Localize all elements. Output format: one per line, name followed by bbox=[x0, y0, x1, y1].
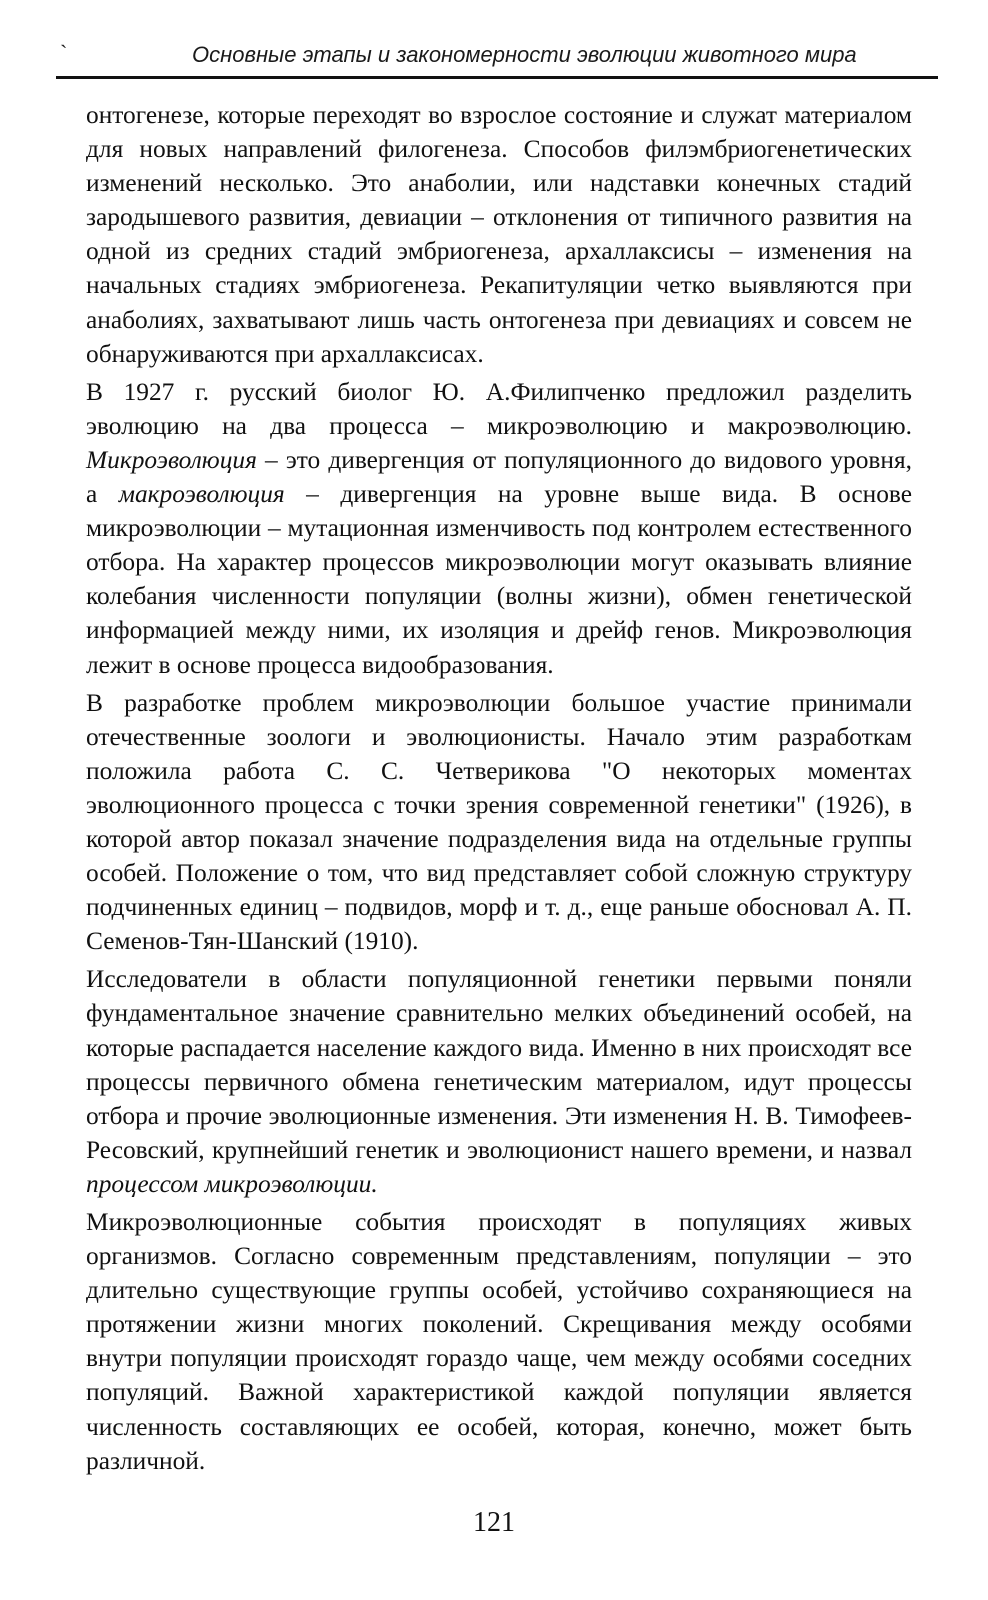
paragraph bbox=[86, 962, 912, 1201]
running-header bbox=[60, 38, 938, 78]
page-number: 121 bbox=[473, 1507, 515, 1538]
header-rule bbox=[56, 76, 938, 79]
text-run: В разработке проблем микроэволюции большое участие принимали отечественные зоологи и эволюционисты. Начало этим разработкам положила работа С. С. Четверикова "О некоторых моментах эволюционного процесса с точки зрения современной генетики" (1926), в которой автор показал значение подразделения вида на отдельные группы особей. Положение о том, что вид представляет собой сложную структуру подчиненных единиц – подвидов, морф и т. д., еще раньше обосновал А. П. Семенов-Тян-Шанский (1910). bbox=[86, 688, 912, 956]
text-run: онтогенезе, которые переходят во взрослое состояние и служат материалом для новых направлений филогенеза. Способов филэмбриогенетических изменений несколько. Это анаболии, или надставки конечных стадий зародышевого развития, девиации – отклонения от типичного развития на одной из средних стадий эмбриогенеза, архаллаксисы – изменения на начальных стадиях эмбриогенеза. Рекапитуляции четко выявляются при анаболиях, захватывают лишь часть онтогенеза при девиациях и совсем не обнаруживаются при архаллаксисах. bbox=[86, 101, 912, 368]
text-run: Микроэволюционные события происходят в популяциях живых организмов. Согласно современным представлениям, популяции – это длительно существующие группы особей, устойчиво сохраняющиеся на протяжении жизни многих поколений. Скрещивания между особями внутри популяции происходят гораздо чаще, чем между особями соседних популяций. Важной характеристикой каждой популяции является численность составляющих ее особей, которая, конечно, может быть различной. bbox=[86, 1208, 912, 1475]
paragraph bbox=[86, 1205, 912, 1478]
running-header-title: Основные этапы и закономерности эволюции животного мира bbox=[192, 42, 857, 67]
text-run: Исследователи в области популяционной генетики первыми поняли фундаментальное значение сравнительно мелких объединений особей, на которые распадается население каждого вида. Именно в них происходят все процессы первичного обмена генетическим материалом, идут процессы отбора и прочие эволюционные изменения. Эти изменения Н. В. Тимофеев-Ресовский, крупнейший генетик и эволюционист нашего времени, и назвал bbox=[86, 965, 912, 1164]
paragraph bbox=[86, 686, 912, 959]
text-run: – дивергенция на уровне выше вида. В основе микроэволюции – мутационная изменчивость под контролем естественного отбора. На характер процессов микроэволюции могут оказывать влияние колебания численности популяции (волны жизни), обмен генетической информацией между ними, их изоляция и дрейф генов. Микроэволюция лежит в основе процесса видообразования. bbox=[86, 480, 912, 679]
italic-term: Микроэволюция bbox=[86, 445, 257, 474]
text-run: В 1927 г. русский биолог Ю. А.Филипченко предложил разделить эволюцию на два процесса – микроэволюцию и макроэволюцию. bbox=[86, 377, 912, 440]
main-text bbox=[86, 98, 912, 1482]
italic-term: процессом микроэволюции. bbox=[86, 1169, 378, 1198]
text-run: – это дивергенция от популяционного до видового уровня, а bbox=[86, 445, 912, 509]
paragraph bbox=[86, 98, 912, 371]
margin-mark: ` bbox=[60, 40, 68, 65]
italic-term: макроэволюция bbox=[118, 480, 285, 509]
paragraph bbox=[86, 375, 912, 682]
